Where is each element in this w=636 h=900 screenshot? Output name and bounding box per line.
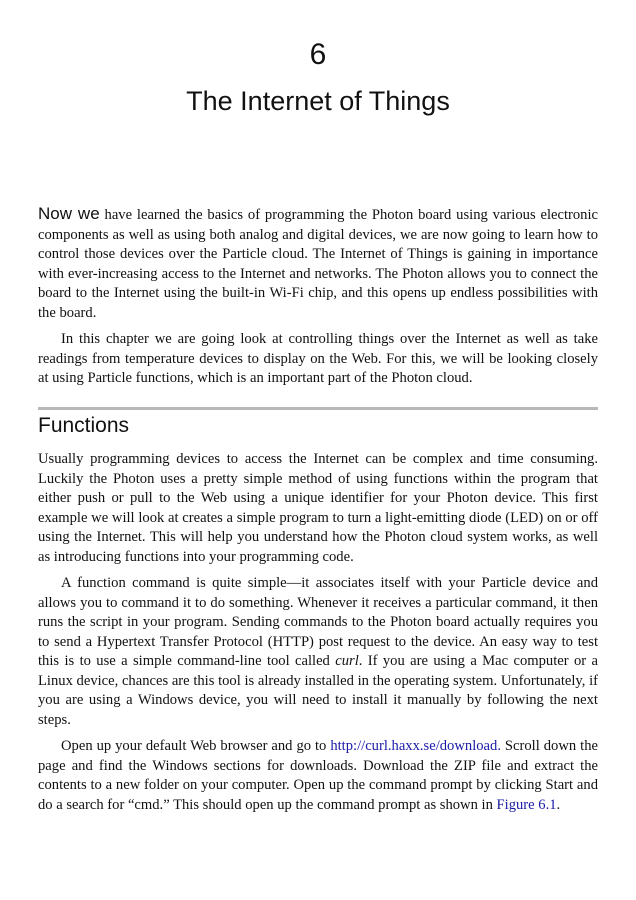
intro-paragraph-1 bbox=[38, 204, 598, 323]
functions-paragraph-2-text-b: . If you are using a Mac computer or a Linux device, chances are this tool is already installed in the operating system. Unfortunately, if you are using a Windows device, you will need to install it manually by following the next steps. bbox=[38, 653, 598, 728]
functions-paragraph-1: Usually programming devices to access the Internet can be complex and time consuming. Luckily the Photon uses a pretty simple method of using functions within the program that either push or pull to the Web using a unique identifier for your Photon device. This first example we will look at creates a simple program to turn a light-emitting diode (LED) on or off using the Internet. This will help you understand how the Photon cloud system works, as well as introducing functions into your programming code. bbox=[38, 451, 598, 565]
functions-paragraph-3-text-b: Scroll down the page and find the Windows sections for downloads. Download the ZIP file and extract the contents to a new folder on your computer. Open up the command prompt by clicking Start and do a search for “cmd.” This should open up the command prompt as shown in bbox=[38, 738, 598, 813]
functions-paragraph-2 bbox=[38, 574, 598, 730]
curl-download-link[interactable]: http://curl.haxx.se/download. bbox=[330, 738, 501, 754]
book-page bbox=[38, 0, 598, 900]
functions-paragraph-3-text-c: . bbox=[556, 796, 561, 813]
functions-paragraph-2-text-a: A function command is quite simple—it associates itself with your Particle device and allows you to command it to do something. Whenever it receives a particular command, it then runs the script in your program. Sending commands to the Photon board actually requires you to send a Hypertext Transfer Protocol (HTTP) post request to the device. An easy way to test this is to use a simple command-line tool called bbox=[38, 575, 598, 669]
intro-paragraph-2: In this chapter we are going look at controlling things over the Internet as well as take readings from temperature devices to display on the Web. For this, we will be looking closely at using Particle functions, which is an important part of the Photon cloud. bbox=[38, 331, 598, 386]
functions-paragraph-3 bbox=[38, 737, 598, 815]
figure-6-1-link[interactable]: Figure 6.1 bbox=[496, 796, 557, 813]
curl-term: curl bbox=[335, 653, 359, 669]
functions-paragraph-3-text-a: Open up your default Web browser and go to bbox=[61, 738, 331, 754]
functions-section-body bbox=[38, 450, 598, 815]
chapter-number: 6 bbox=[309, 38, 327, 71]
chapter-title: The Internet of Things bbox=[186, 86, 450, 116]
section-heading: Functions bbox=[38, 414, 130, 437]
section-divider bbox=[38, 407, 598, 410]
intro-lead-words: Now we bbox=[38, 204, 100, 223]
intro-section bbox=[38, 204, 598, 389]
intro-paragraph-1-text: have learned the basics of programming the Photon board using various electronic components as well as using both analog and digital devices, we are now going to learn how to control those devices over the Particle cloud. The Internet of Things is gaining in importance with ever-increasing access to the Internet and networks. The Photon allows you to connect the board to the Internet using the built-in Wi-Fi chip, and this opens up endless possibilities with the board. bbox=[38, 207, 598, 321]
